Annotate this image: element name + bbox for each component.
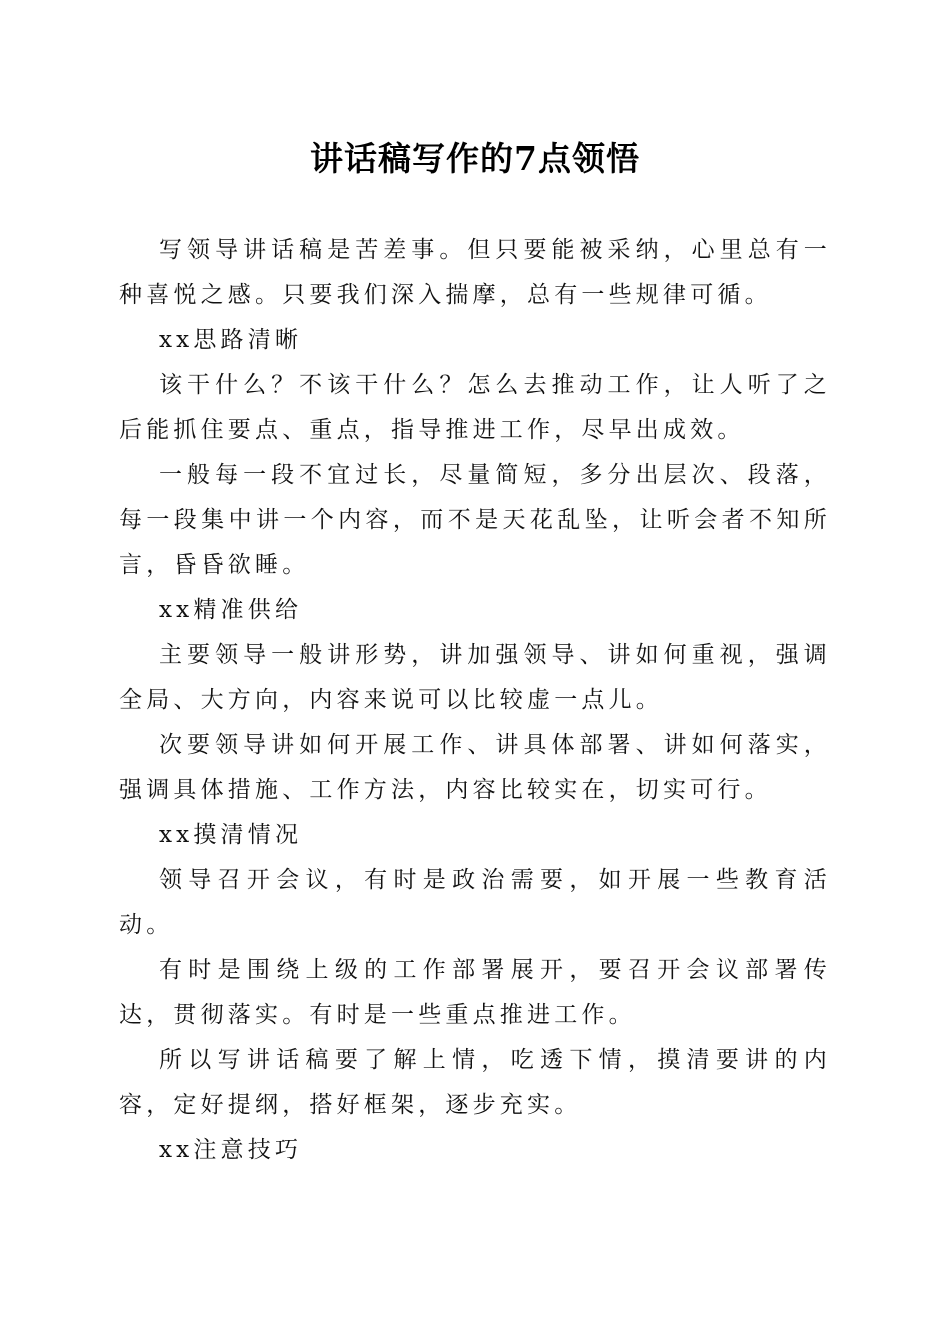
section-heading: xx思路清晰 — [159, 327, 303, 353]
section-heading: xx精准供给 — [159, 597, 303, 623]
section-heading: xx摸清情况 — [159, 822, 303, 848]
paragraph: 该干什么？不该干什么？怎么去推动工作，让人听了之后能抓住要点、重点，指导推进工作，尽早出成效。 — [119, 372, 831, 443]
paragraph: 有时是围绕上级的工作部署展开，要召开会议部署传达，贯彻落实。有时是一些重点推进工作。 — [119, 957, 831, 1028]
paragraph: 次要领导讲如何开展工作、讲具体部署、讲如何落实，强调具体措施、工作方法，内容比较实在，切实可行。 — [119, 732, 831, 803]
paragraph: 所以写讲话稿要了解上情，吃透下情，摸清要讲的内容，定好提纲，搭好框架，逐步充实。 — [119, 1047, 831, 1118]
paragraph: 主要领导一般讲形势，讲加强领导、讲如何重视，强调全局、大方向，内容来说可以比较虚一点儿。 — [119, 642, 831, 713]
paragraph: 写领导讲话稿是苦差事。但只要能被采纳，心里总有一种喜悦之感。只要我们深入揣摩，总有一些规律可循。 — [119, 237, 831, 308]
paragraph: 一般每一段不宜过长，尽量简短，多分出层次、段落，每一段集中讲一个内容，而不是天花乱坠，让听会者不知所言，昏昏欲睡。 — [119, 462, 831, 578]
document-title: 讲话稿写作的7点领悟 — [310, 139, 640, 178]
section-heading: xx注意技巧 — [159, 1137, 303, 1163]
document-body — [119, 228, 831, 1173]
paragraph: 领导召开会议，有时是政治需要，如开展一些教育活动。 — [119, 867, 831, 938]
